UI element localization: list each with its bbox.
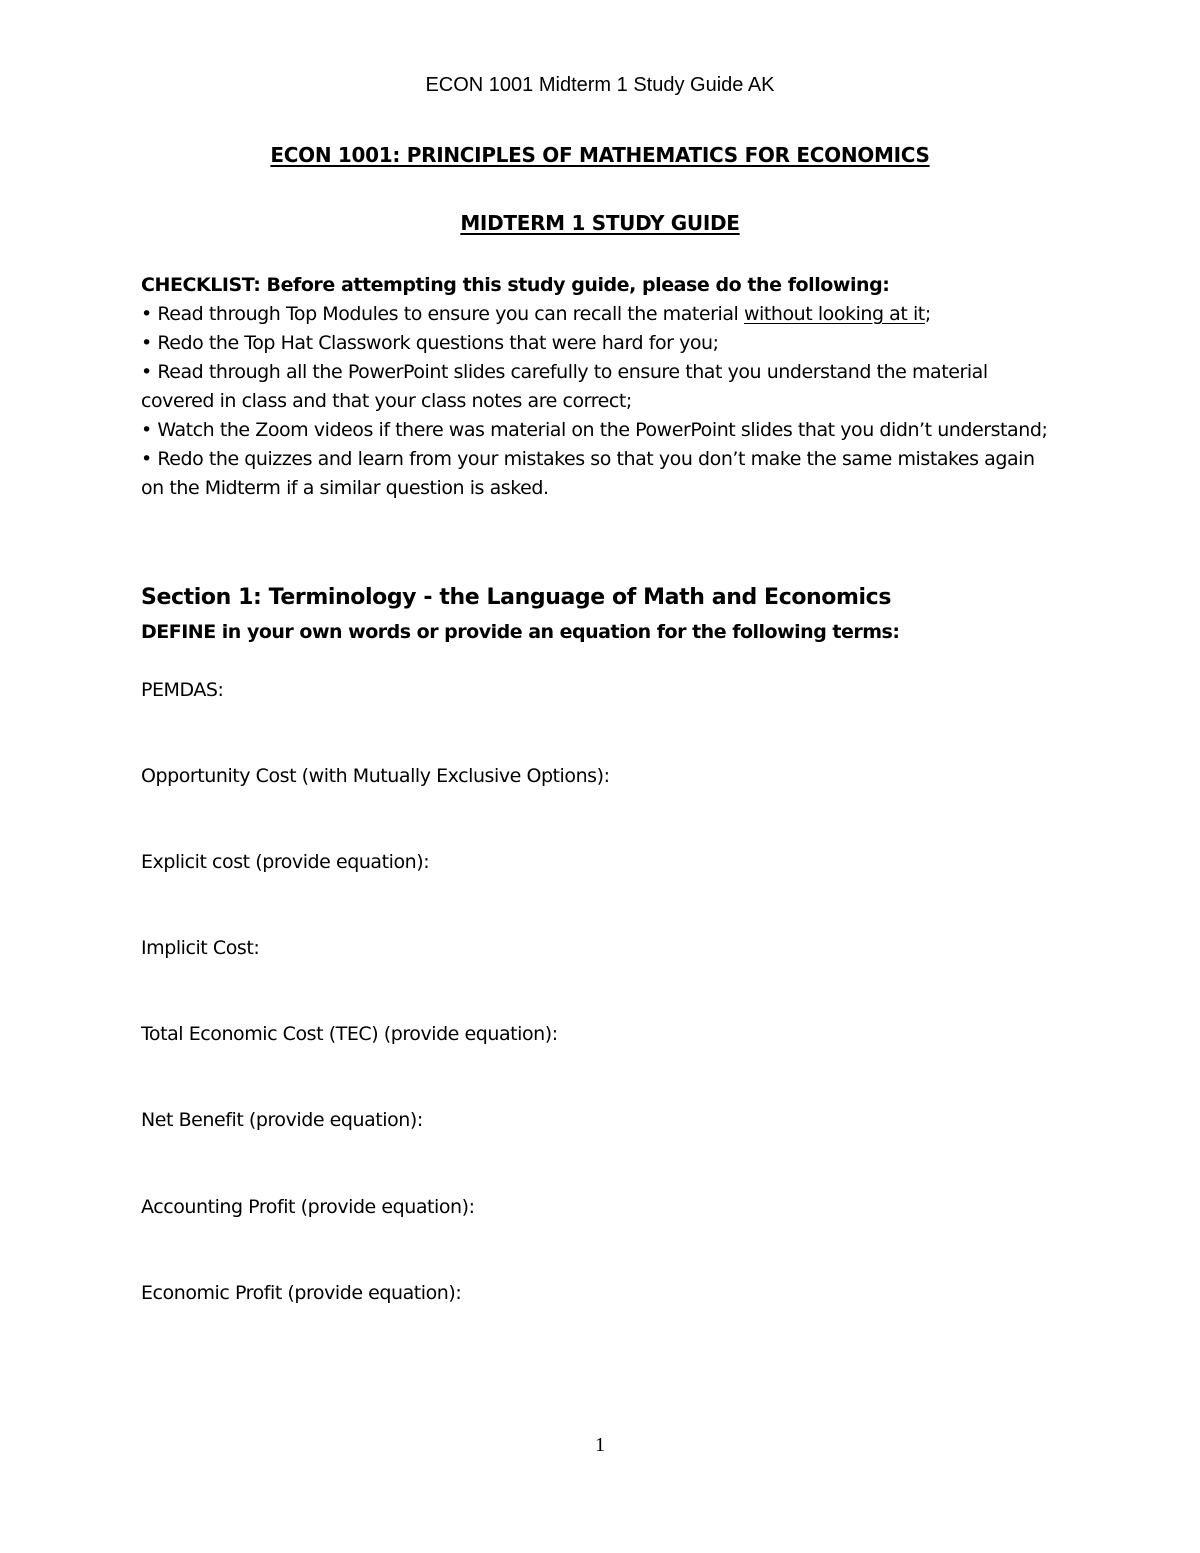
term-opportunity-cost: Opportunity Cost (with Mutually Exclusive Options): [141, 765, 610, 787]
checklist-item-text: • Read through Top Modules to ensure you can recall the material [141, 303, 744, 325]
term-explicit-cost: Explicit cost (provide equation): [141, 851, 430, 873]
term-economic-profit: Economic Profit (provide equation): [141, 1282, 462, 1304]
checklist-item: • Watch the Zoom videos if there was material on the PowerPoint slides that you didn’t understand; [141, 419, 1048, 441]
page-number: 1 [595, 1434, 605, 1456]
emphasis-underline: without looking at it [743, 303, 925, 325]
checklist-item-text: ; [924, 303, 931, 325]
term-implicit-cost: Implicit Cost: [141, 937, 260, 959]
guide-title: MIDTERM 1 STUDY GUIDE [460, 211, 740, 235]
checklist-item: • Redo the quizzes and learn from your mistakes so that you don’t make the same mistakes again on the Midterm if a similar question is asked. [141, 448, 1035, 499]
checklist-heading: CHECKLIST: Before attempting this study guide, please do the following: [141, 274, 890, 296]
term-total-economic-cost: Total Economic Cost (TEC) (provide equation): [141, 1023, 558, 1045]
term-pemdas: PEMDAS: [141, 679, 224, 701]
checklist [141, 271, 1061, 503]
checklist-item [141, 300, 1061, 329]
term-accounting-profit: Accounting Profit (provide equation): [141, 1196, 475, 1218]
course-title: ECON 1001: PRINCIPLES OF MATHEMATICS FOR ECONOMICS [270, 143, 930, 167]
running-header: ECON 1001 Midterm 1 Study Guide AK [425, 74, 775, 96]
section-instruction: DEFINE in your own words or provide an equation for the following terms: [141, 621, 900, 643]
section-title: Section 1: Terminology - the Language of Math and Economics [141, 585, 892, 610]
term-net-benefit: Net Benefit (provide equation): [141, 1109, 423, 1131]
checklist-item: • Read through all the PowerPoint slides carefully to ensure that you understand the material covered in class and that your class notes are correct; [141, 361, 988, 412]
checklist-item: • Redo the Top Hat Classwork questions that were hard for you; [141, 332, 719, 354]
